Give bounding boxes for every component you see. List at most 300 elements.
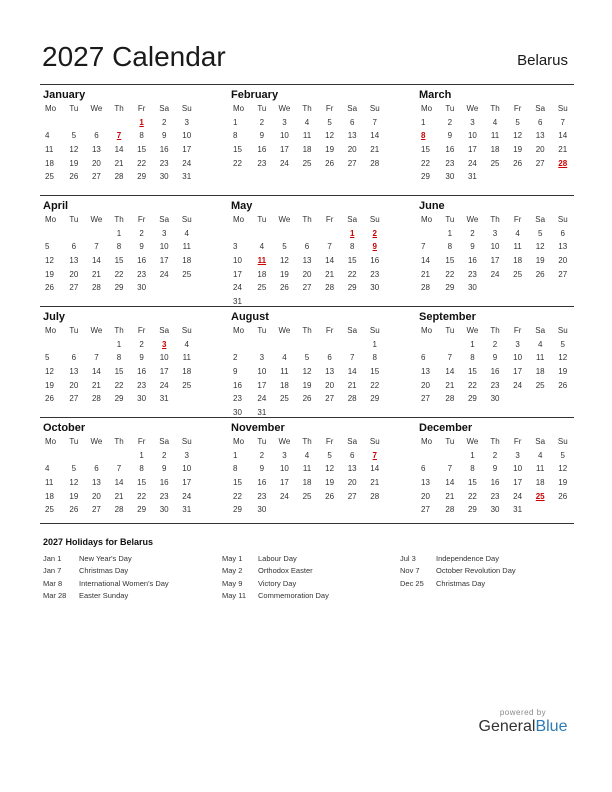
day-cell: 25	[279, 394, 289, 404]
day-cell: 14	[370, 131, 380, 141]
week-row	[228, 503, 386, 517]
day-cell: 1	[116, 228, 122, 238]
day-cell: 8	[470, 464, 475, 474]
day-cell: 22	[137, 158, 147, 168]
weekday-label: Sa	[159, 437, 170, 447]
day-cell: 27	[421, 505, 430, 515]
day-cell: 5	[71, 131, 77, 141]
day-cell: 13	[325, 367, 335, 377]
day-cell: 13	[347, 131, 357, 141]
day-cell: 11	[280, 367, 289, 377]
day-cell: 1	[470, 450, 475, 460]
holiday-name: Independence Day	[436, 553, 499, 563]
month-name: November	[231, 422, 285, 434]
day-cell: 10	[513, 464, 523, 474]
weekday-label: Th	[490, 104, 500, 114]
week-row	[416, 378, 574, 392]
weekday-label: Mo	[45, 437, 57, 447]
day-cell: 9	[492, 464, 498, 474]
day-cell: 20	[325, 380, 335, 390]
week-row	[416, 281, 574, 295]
month-block	[40, 418, 198, 517]
day-cell: 11	[45, 478, 54, 488]
day-cell: 14	[445, 367, 455, 377]
day-cell: 23	[233, 394, 242, 404]
week-row	[416, 476, 574, 490]
day-cell: 13	[91, 145, 101, 155]
day-cell: 23	[137, 380, 147, 390]
day-cell: 27	[91, 172, 101, 182]
holiday-item	[222, 565, 329, 578]
weekday-label: Th	[114, 104, 124, 114]
calendar-row	[40, 195, 574, 306]
day-cell: 21	[114, 158, 124, 168]
day-cell: 8	[233, 464, 238, 474]
day-cell: 1	[372, 339, 377, 349]
day-cell: 17	[490, 256, 500, 266]
week-row	[416, 116, 574, 130]
day-cell: 11	[45, 145, 54, 155]
month-name: May	[231, 200, 253, 212]
weekday-label: Tu	[257, 104, 267, 114]
month-name: April	[43, 200, 69, 212]
day-cell: 6	[304, 242, 310, 252]
day-cell: 26	[535, 269, 545, 279]
day-cell: 18	[513, 256, 523, 266]
day-cell: 14	[91, 367, 101, 377]
week-row	[228, 392, 386, 406]
day-cell: 6	[537, 117, 543, 127]
day-cell: 28	[421, 283, 430, 293]
weekday-label: Su	[369, 437, 380, 447]
day-cell: 29	[370, 394, 380, 404]
day-cell: 18	[279, 380, 289, 390]
day-cell: 30	[490, 394, 500, 404]
day-cell: 16	[467, 256, 477, 266]
weekday-label: Sa	[347, 215, 358, 225]
weekday-label: Sa	[535, 215, 546, 225]
day-cell: 14	[347, 367, 357, 377]
day-cell: 13	[69, 367, 79, 377]
day-cell: 10	[279, 464, 289, 474]
day-cell: 19	[325, 145, 335, 155]
day-cell: 10	[513, 353, 523, 363]
week-row	[228, 254, 386, 268]
holiday-column	[400, 552, 516, 590]
week-row	[228, 489, 386, 503]
day-cell: 22	[233, 158, 242, 168]
day-cell: 4	[537, 339, 543, 349]
holiday-date: May 1	[222, 553, 243, 563]
day-cell: 31	[233, 296, 242, 306]
day-cell: 25	[490, 158, 500, 168]
week-row	[40, 365, 198, 379]
week-row	[416, 129, 574, 143]
day-cell: 10	[490, 242, 500, 252]
day-cell: 22	[421, 158, 430, 168]
day-cell: 10	[467, 131, 477, 141]
day-cell: 13	[558, 242, 568, 252]
day-cell: 25	[535, 380, 545, 390]
day-cell: 21	[347, 380, 357, 390]
day-cell: 5	[45, 353, 50, 363]
week-row	[40, 338, 198, 352]
day-cell: 6	[94, 464, 99, 474]
day-cell: 20	[421, 380, 430, 390]
day-cell: 19	[302, 380, 312, 390]
holiday-name: Christmas Day	[79, 566, 129, 576]
weekday-label: We	[466, 326, 479, 336]
holiday-day: 8	[421, 131, 426, 141]
holiday-item	[43, 590, 169, 603]
day-cell: 24	[513, 380, 523, 390]
day-cell: 20	[535, 145, 545, 155]
weekday-label: We	[278, 437, 291, 447]
holiday-item	[400, 565, 516, 578]
day-cell: 20	[91, 158, 101, 168]
weekday-label: We	[278, 215, 291, 225]
day-cell: 30	[257, 505, 267, 515]
day-cell: 13	[347, 464, 357, 474]
day-cell: 4	[184, 228, 189, 238]
day-cell: 30	[445, 172, 455, 182]
day-cell: 15	[370, 367, 380, 377]
day-cell: 5	[327, 450, 332, 460]
weekday-label: Su	[181, 215, 192, 225]
day-cell: 5	[560, 339, 565, 349]
day-cell: 18	[257, 269, 267, 279]
day-cell: 9	[492, 353, 498, 363]
holiday-name: Christmas Day	[436, 578, 486, 588]
day-cell: 18	[182, 367, 192, 377]
day-cell: 30	[370, 283, 380, 293]
holiday-day: 2	[372, 228, 377, 238]
day-cell: 2	[139, 228, 144, 238]
weekday-label: Tu	[445, 104, 455, 114]
day-cell: 25	[257, 283, 267, 293]
week-row	[416, 449, 574, 463]
day-cell: 22	[114, 269, 124, 279]
day-cell: 7	[447, 464, 453, 474]
weekday-label: Tu	[257, 215, 267, 225]
day-cell: 3	[184, 117, 189, 127]
weekday-label: Fr	[513, 326, 522, 336]
weekday-label: Sa	[347, 326, 358, 336]
day-cell: 12	[558, 353, 568, 363]
weekday-label: Mo	[421, 215, 433, 225]
weekday-label: Tu	[257, 326, 267, 336]
day-cell: 16	[137, 367, 147, 377]
day-cell: 28	[347, 394, 357, 404]
day-cell: 28	[325, 283, 335, 293]
day-cell: 19	[45, 269, 54, 279]
day-cell: 21	[558, 145, 568, 155]
day-cell: 28	[91, 394, 101, 404]
holiday-item	[400, 552, 516, 565]
week-row	[228, 116, 386, 130]
day-cell: 25	[45, 505, 54, 515]
day-cell: 28	[114, 172, 124, 182]
day-cell: 28	[370, 158, 380, 168]
week-row	[40, 378, 198, 392]
day-cell: 15	[114, 367, 124, 377]
week-row	[416, 267, 574, 281]
day-cell: 5	[327, 117, 332, 127]
weekday-label: Fr	[513, 215, 522, 225]
day-cell: 31	[467, 172, 477, 182]
weekday-label: Mo	[45, 326, 57, 336]
day-cell: 13	[421, 478, 430, 488]
weekday-label: Fr	[513, 437, 522, 447]
day-cell: 9	[447, 131, 453, 141]
week-row	[228, 156, 386, 170]
weekday-header	[416, 435, 574, 449]
day-cell: 5	[537, 228, 543, 238]
day-cell: 3	[282, 450, 287, 460]
day-cell: 30	[159, 505, 169, 515]
holiday-item	[222, 577, 329, 590]
day-cell: 21	[325, 269, 335, 279]
day-cell: 24	[257, 394, 267, 404]
day-cell: 12	[69, 478, 79, 488]
week-row	[416, 489, 574, 503]
week-row	[228, 351, 386, 365]
day-cell: 18	[535, 367, 545, 377]
day-cell: 4	[45, 464, 50, 474]
weekday-label: Sa	[347, 437, 358, 447]
day-cell: 5	[304, 353, 310, 363]
week-row	[40, 227, 198, 241]
weekday-label: Fr	[137, 437, 146, 447]
day-cell: 24	[233, 283, 242, 293]
day-cell: 3	[515, 339, 520, 349]
weekday-label: Th	[490, 326, 500, 336]
day-cell: 7	[116, 464, 122, 474]
month-name: July	[43, 311, 66, 323]
weekday-label: Su	[181, 437, 192, 447]
day-cell: 12	[535, 242, 545, 252]
weekday-label: Mo	[421, 326, 433, 336]
month-block	[228, 85, 386, 170]
day-cell: 14	[445, 478, 455, 488]
week-row	[416, 170, 574, 184]
day-cell: 27	[558, 269, 568, 279]
day-cell: 27	[302, 283, 312, 293]
week-row	[416, 351, 574, 365]
day-cell: 1	[470, 339, 475, 349]
holiday-name: Victory Day	[258, 578, 297, 588]
week-row	[40, 351, 198, 365]
brand-general: General	[478, 718, 536, 735]
week-row	[228, 476, 386, 490]
calendar-row	[40, 84, 574, 195]
day-cell: 7	[421, 242, 426, 252]
day-cell: 15	[137, 145, 147, 155]
day-cell: 16	[159, 478, 169, 488]
day-cell: 6	[349, 450, 355, 460]
weekday-header	[40, 324, 198, 338]
day-cell: 14	[558, 131, 568, 141]
holiday-day: 7	[116, 131, 122, 141]
day-cell: 25	[302, 158, 312, 168]
weekday-label: Th	[490, 437, 500, 447]
week-row	[40, 240, 198, 254]
day-cell: 23	[467, 269, 477, 279]
day-cell: 2	[233, 353, 238, 363]
day-cell: 24	[279, 158, 289, 168]
weekday-label: Th	[302, 215, 312, 225]
day-cell: 15	[421, 145, 430, 155]
weekday-header	[416, 102, 574, 116]
day-cell: 6	[71, 353, 77, 363]
day-cell: 17	[279, 145, 289, 155]
weekday-label: Mo	[233, 104, 245, 114]
day-cell: 26	[513, 158, 523, 168]
day-cell: 13	[302, 256, 312, 266]
day-cell: 6	[421, 464, 426, 474]
day-cell: 13	[535, 131, 545, 141]
day-cell: 20	[302, 269, 312, 279]
brand-logo	[476, 708, 570, 736]
day-cell: 2	[161, 450, 167, 460]
day-cell: 2	[259, 117, 265, 127]
day-cell: 19	[558, 478, 568, 488]
weekday-header	[228, 213, 386, 227]
day-cell: 17	[159, 256, 169, 266]
holiday-day: 7	[372, 450, 377, 460]
weekday-label: Fr	[137, 326, 146, 336]
day-cell: 17	[513, 478, 523, 488]
week-row	[40, 254, 198, 268]
week-row	[40, 489, 198, 503]
day-cell: 11	[182, 353, 191, 363]
weekday-label: Sa	[535, 104, 546, 114]
day-cell: 12	[45, 256, 54, 266]
day-cell: 26	[69, 505, 79, 515]
day-cell: 27	[325, 394, 335, 404]
day-cell: 25	[182, 269, 192, 279]
day-cell: 3	[259, 353, 265, 363]
day-cell: 22	[233, 491, 242, 501]
month-block	[228, 196, 386, 308]
brand-blue: Blue	[535, 718, 568, 735]
day-cell: 12	[69, 145, 79, 155]
weekday-label: Mo	[45, 104, 57, 114]
holiday-day: 25	[535, 491, 545, 501]
day-cell: 25	[45, 172, 54, 182]
day-cell: 19	[558, 367, 568, 377]
day-cell: 14	[114, 145, 124, 155]
day-cell: 19	[513, 145, 523, 155]
day-cell: 6	[560, 228, 565, 238]
weekday-label: Su	[181, 104, 192, 114]
holiday-name: New Year's Day	[79, 553, 132, 563]
day-cell: 23	[257, 491, 267, 501]
weekday-label: We	[90, 104, 103, 114]
day-cell: 11	[182, 242, 191, 252]
day-cell: 11	[513, 242, 522, 252]
calendar-row	[40, 417, 574, 528]
day-cell: 19	[279, 269, 289, 279]
day-cell: 23	[445, 158, 455, 168]
day-cell: 4	[537, 450, 543, 460]
day-cell: 8	[447, 242, 453, 252]
day-cell: 11	[302, 464, 312, 474]
weekday-label: Th	[302, 326, 312, 336]
day-cell: 1	[447, 228, 453, 238]
day-cell: 19	[325, 478, 335, 488]
day-cell: 12	[325, 131, 335, 141]
month-block	[416, 307, 574, 406]
day-cell: 4	[259, 242, 265, 252]
weekday-label: Fr	[325, 104, 334, 114]
day-cell: 19	[45, 380, 54, 390]
holiday-day: 9	[372, 242, 377, 252]
day-cell: 28	[114, 505, 124, 515]
weekday-label: We	[466, 215, 479, 225]
weekday-label: Su	[557, 215, 568, 225]
day-cell: 22	[347, 269, 357, 279]
day-cell: 2	[161, 117, 167, 127]
powered-by-text: powered by	[499, 708, 547, 717]
day-cell: 16	[257, 478, 267, 488]
day-cell: 6	[94, 131, 99, 141]
weekday-header	[416, 213, 574, 227]
holiday-item	[400, 577, 516, 590]
day-cell: 25	[513, 269, 523, 279]
month-name: October	[43, 422, 86, 434]
day-cell: 23	[257, 158, 267, 168]
day-cell: 12	[513, 131, 523, 141]
week-row	[40, 143, 198, 157]
day-cell: 7	[447, 353, 453, 363]
weekday-label: Su	[557, 437, 568, 447]
day-cell: 9	[161, 464, 167, 474]
day-cell: 10	[182, 131, 192, 141]
day-cell: 6	[71, 242, 77, 252]
day-cell: 23	[137, 269, 147, 279]
weekday-label: Mo	[233, 437, 245, 447]
holiday-item	[43, 577, 169, 590]
day-cell: 7	[94, 353, 99, 363]
week-row	[416, 254, 574, 268]
day-cell: 9	[139, 242, 144, 252]
day-cell: 7	[372, 117, 377, 127]
holiday-day: 1	[349, 228, 355, 238]
day-cell: 29	[137, 172, 147, 182]
holiday-date: Mar 28	[43, 591, 67, 601]
brand-name	[476, 718, 570, 736]
weekday-label: Sa	[159, 215, 170, 225]
day-cell: 24	[279, 491, 289, 501]
day-cell: 30	[490, 505, 500, 515]
holiday-column	[43, 552, 169, 602]
day-cell: 23	[490, 491, 500, 501]
day-cell: 11	[302, 131, 312, 141]
day-cell: 11	[536, 464, 545, 474]
day-cell: 29	[347, 283, 357, 293]
day-cell: 12	[302, 367, 312, 377]
weekday-label: Fr	[513, 104, 522, 114]
week-row	[416, 338, 574, 352]
weekday-label: Su	[181, 326, 192, 336]
day-cell: 7	[327, 242, 332, 252]
day-cell: 29	[137, 505, 147, 515]
month-block	[416, 418, 574, 517]
day-cell: 22	[445, 269, 455, 279]
weekday-header	[40, 102, 198, 116]
holiday-name: Commemoration Day	[258, 591, 329, 601]
